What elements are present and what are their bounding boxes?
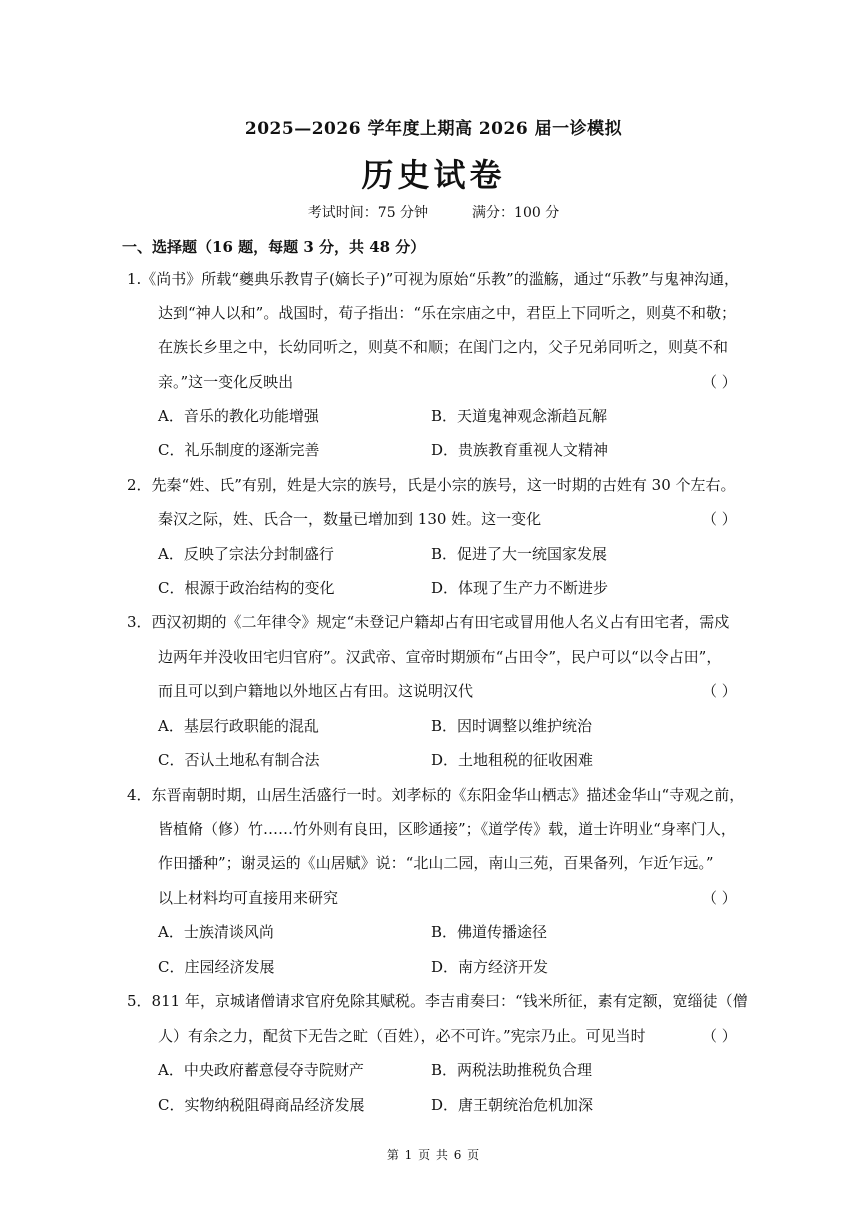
question-5-option-b: B．两税法助推税负合理 — [431, 1061, 593, 1079]
exam-time: 考试时间：75 分钟 — [307, 205, 429, 221]
question-2-option-b: B．促进了大一统国家发展 — [431, 545, 608, 563]
page-title: 历史试卷 — [361, 156, 506, 194]
question-4-line-1: 4．东晋南朝时期，山居生活盛行一时。刘孝标的《东阳金华山栖志》描述金华山“寺观之前， — [127, 786, 745, 804]
page-footer: 第 1 页 共 6 页 — [386, 1148, 481, 1162]
question-5-line-1: 5．811 年，京城诸僧请求官府免除其赋税。李吉甫奏曰：“钱米所征，素有定额，宽缁徒（僧 — [127, 992, 748, 1010]
question-5-option-c: C．实物纳税阻碍商品经济发展 — [158, 1096, 365, 1114]
exam-score: 满分：100 分 — [472, 205, 560, 221]
question-2-line-2: 秦汉之际，姓、氏合一，数量已增加到 130 姓。这一变化 — [158, 510, 542, 528]
question-1-option-c: C．礼乐制度的逐渐完善 — [158, 441, 320, 459]
question-4-line-2: 皆植脩（修）竹……竹外则有良田，区畛通接”；《道学传》载，道士许明业“身率门人， — [158, 820, 736, 838]
question-2-option-c: C．根源于政治结构的变化 — [158, 579, 335, 597]
question-3-option-d: D．土地租税的征收困难 — [431, 751, 594, 769]
question-4-option-b: B．佛道传播途径 — [431, 923, 548, 941]
question-1-option-d: D．贵族教育重视人文精神 — [431, 441, 609, 459]
question-3-line-1: 3．西汉初期的《二年律令》规定“未登记户籍却占有田宅或冒用他人名义占有田宅者，需戍 — [127, 613, 730, 631]
question-4-line-4: 以上材料均可直接用来研究 — [158, 889, 339, 907]
question-1-option-a: A．音乐的教化功能增强 — [158, 407, 319, 425]
question-3-line-3: 而且可以到户籍地以外地区占有田。这说明汉代 — [158, 682, 474, 700]
question-1-line-3: 在族长乡里之中，长幼同听之，则莫不和顺；在闺门之内，父子兄弟同听之，则莫不和 — [158, 338, 729, 356]
answer-paren-4: （ ） — [702, 889, 737, 907]
question-3-line-2: 边两年并没收田宅归官府”。汉武帝、宣帝时期颁布“占田令”，民户可以“以令占田”， — [158, 648, 722, 666]
question-4-option-c: C．庄园经济发展 — [158, 958, 275, 976]
question-1-line-2: 达到“神人以和”。战国时，荀子指出：“乐在宗庙之中，君臣上下同听之，则莫不和敬； — [158, 304, 737, 322]
question-4-option-d: D．南方经济开发 — [431, 958, 549, 976]
exam-info — [0, 202, 867, 222]
question-3-option-a: A．基层行政职能的混乱 — [158, 717, 319, 735]
question-4-option-a: A．士族清谈风尚 — [158, 923, 274, 941]
question-3-option-c: C．否认土地私有制合法 — [158, 751, 320, 769]
question-5-option-d: D．唐王朝统治危机加深 — [431, 1096, 594, 1114]
question-2-option-a: A．反映了宗法分封制盛行 — [158, 545, 334, 563]
question-3-option-b: B．因时调整以维护统治 — [431, 717, 593, 735]
answer-paren-1: （ ） — [702, 373, 737, 391]
question-1-line-4: 亲。”这一变化反映出 — [158, 373, 294, 391]
question-1-line-1: 1.《尚书》所载“夔典乐教胄子(嫡长子)”可视为原始“乐教”的滥觞，通过“乐教”与鬼神沟通， — [127, 270, 740, 288]
answer-paren-2: （ ） — [702, 510, 737, 528]
section-title: 一、选择题（16 题，每题 3 分，共 48 分） — [122, 238, 426, 256]
question-4-line-3: 作田播种”；谢灵运的《山居赋》说：“北山二园，南山三苑，百果备列，乍近乍远。” — [158, 854, 714, 872]
answer-paren-3: （ ） — [702, 682, 737, 700]
question-2-line-1: 2．先秦“姓、氏”有别，姓是大宗的族号，氏是小宗的族号，这一时期的古姓有 30 个左右。 — [127, 476, 736, 494]
answer-paren-5: （ ） — [702, 1027, 737, 1045]
question-5-line-2: 人）有余之力，配贫下无告之甿（百姓），必不可许。”宪宗乃止。可见当时 — [158, 1027, 646, 1045]
question-1-option-b: B．天道鬼神观念渐趋瓦解 — [431, 407, 608, 425]
exam-subtitle: 2025—2026 学年度上期高 2026 届一诊模拟 — [244, 119, 623, 139]
question-5-option-a: A．中央政府蓄意侵夺寺院财产 — [158, 1061, 364, 1079]
question-2-option-d: D．体现了生产力不断进步 — [431, 579, 609, 597]
